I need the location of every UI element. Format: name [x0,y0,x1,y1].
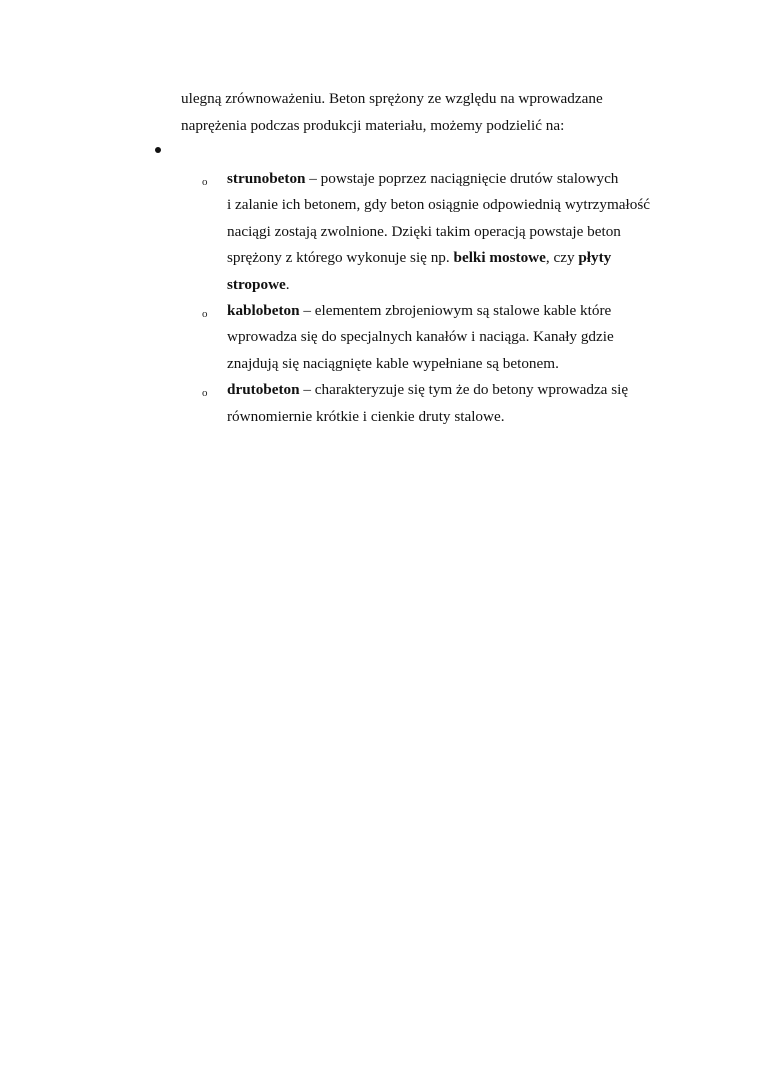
list-item-strunobeton-line-3: naciągi zostają zwolnione. Dzięki takim operacją powstaje beton [227,223,621,240]
kablobeton-desc-1: – elementem zbrojeniowym są stalowe kable które [299,302,612,319]
list-item-kablobeton-line-3: znajdują się naciągnięte kable wypełniane są betonem. [227,355,559,372]
intro-line-1: ulegną zrównoważeniu. Beton sprężony ze względu na wprowadzane [181,90,603,107]
list-item-strunobeton-line-2: i zalanie ich betonem, gdy beton osiągnie odpowiednią wytrzymałość [227,196,651,213]
term-stropowe: stropowe [227,276,286,293]
empty-bullet-icon [155,147,161,153]
term-belki-mostowe: belki mostowe [453,249,546,266]
list-item-kablobeton-line-2: wprowadza się do specjalnych kanałów i naciąga. Kanały gdzie [227,328,614,345]
sub-bullet-marker: o [202,176,208,188]
list-item-drutobeton-line-1 [227,380,628,400]
drutobeton-desc-1: – charakteryzuje się tym że do betony wprowadza się [299,381,629,398]
strunobeton-period: . [285,276,290,293]
term-plyty: płyty [578,249,612,266]
list-item-strunobeton-line-5 [227,275,290,295]
term-kablobeton: kablobeton [227,302,300,319]
list-item-strunobeton-line-1 [227,169,618,189]
term-strunobeton: strunobeton [227,170,306,187]
strunobeton-desc-1: – powstaje poprzez naciągnięcie drutów stalowych [305,170,619,187]
list-item-strunobeton-line-4 [227,248,611,268]
term-drutobeton: drutobeton [227,381,300,398]
sub-bullet-marker: o [202,387,208,399]
list-item-kablobeton-line-1 [227,301,611,321]
intro-line-2: naprężenia podczas produkcji materiału, możemy podzielić na: [181,117,565,134]
list-item-drutobeton-line-2: równomiernie krótkie i cienkie druty stalowe. [227,408,505,425]
sub-bullet-marker: o [202,308,208,320]
strunobeton-desc-4c: , czy [545,249,579,266]
strunobeton-desc-4a: sprężony z którego wykonuje się np. [227,249,454,266]
